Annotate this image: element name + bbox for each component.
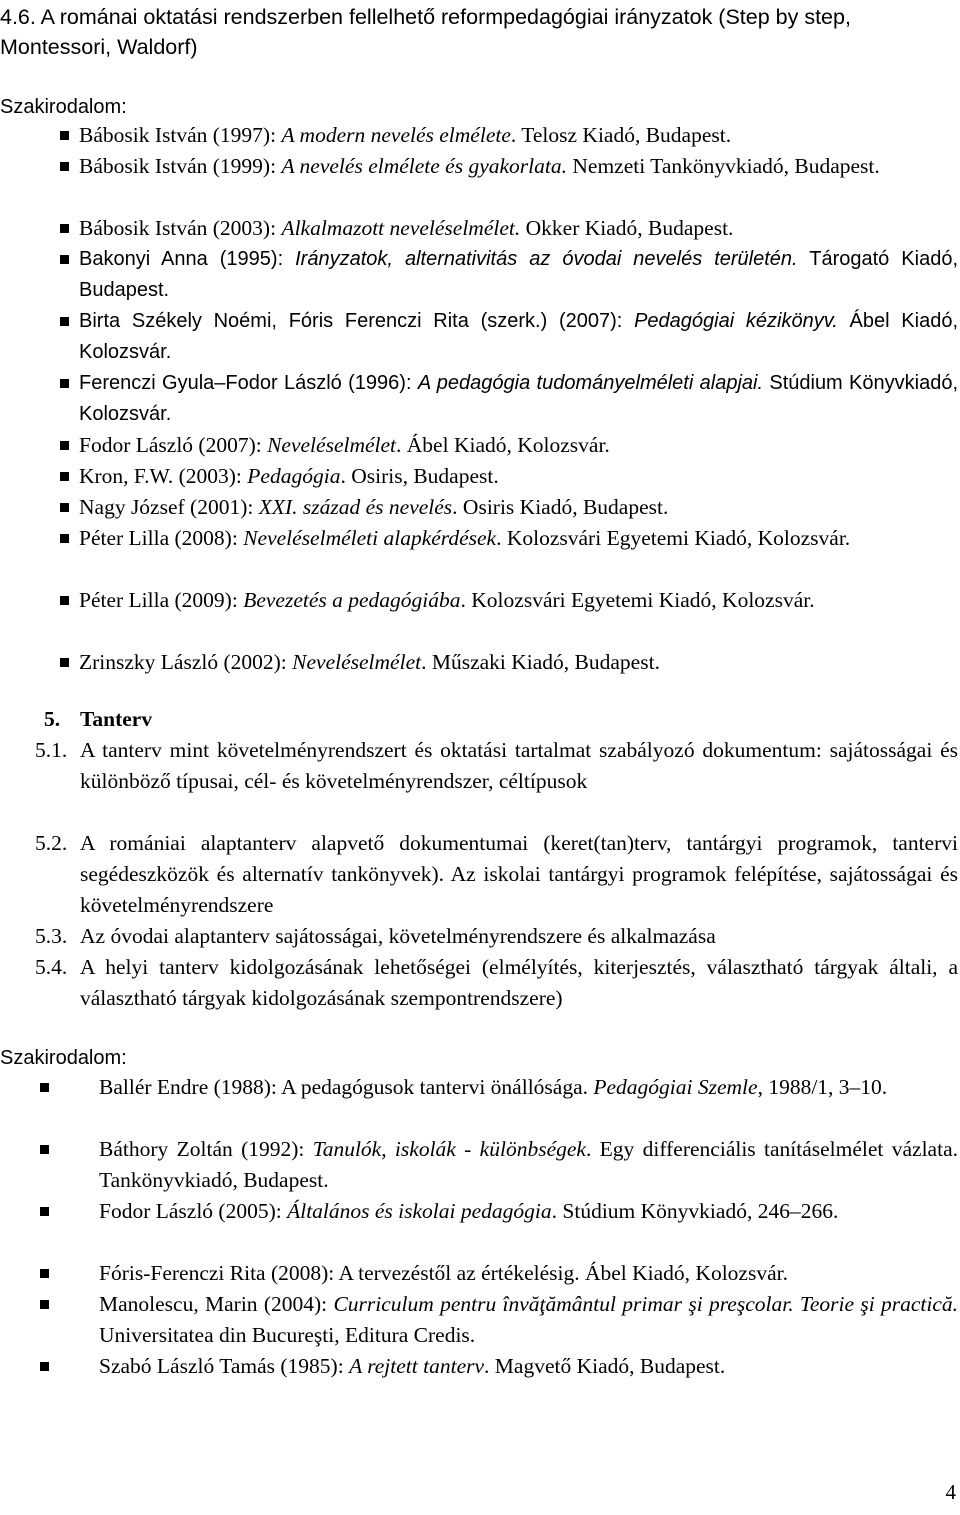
bib-entry <box>99 1196 958 1227</box>
topic-item <box>35 952 958 1014</box>
bib-title: Neveléselméleti alapkérdések <box>243 526 497 550</box>
bullet-icon <box>60 596 69 605</box>
section-number: 5. <box>44 707 61 731</box>
bib-author: Fóris-Ferenczi Rita (2008): A tervezéstől az értékelésig. Ábel Kiadó, Kolozsvár. <box>99 1261 788 1285</box>
bullet-icon <box>40 1269 49 1278</box>
bib-author: Manolescu, Marin (2004): <box>99 1292 334 1316</box>
bib-publisher: . Magvető Kiadó, Budapest. <box>484 1354 726 1378</box>
bib-title: Általános és iskolai pedagógia <box>287 1199 552 1223</box>
bib-author: Nagy József (2001): <box>79 495 259 519</box>
bib-publisher: . Kolozsvári Egyetemi Kiadó, Kolozsvár. <box>460 588 815 612</box>
bib-publisher: Ábel Kiadó, Kolozsvár. <box>79 310 959 363</box>
literature-label: Szakirodalom: <box>0 1047 127 1069</box>
bib-entry <box>79 647 958 678</box>
bib-title: Bevezetés a pedagógiába <box>243 588 461 612</box>
bullet-icon <box>40 1145 49 1154</box>
bib-author: Fodor László (2005): <box>99 1199 288 1223</box>
bullet-icon <box>60 255 69 264</box>
bib-author: Bábosik István (1999): <box>79 154 282 178</box>
bib-title: Pedagógiai kézikönyv. <box>634 310 838 332</box>
bib-title: Alkalmazott neveléselmélet. <box>281 216 521 240</box>
bullet-icon <box>40 1207 49 1216</box>
topic-item <box>35 828 958 921</box>
bib-title: XXI. század és nevelés <box>258 495 453 519</box>
bib-entry <box>79 151 958 182</box>
bib-publisher: . Ábel Kiadó, Kolozsvár. <box>396 433 610 457</box>
bib-author: Báthory Zoltán (1992): <box>99 1137 313 1161</box>
topic-text: A romániai alaptanterv alapvető dokumentumai (keret(tan)terv, tantárgyi programok, tantervi segédeszközök és alternatív tankönyvek). Az iskolai tantárgyi programok felépítése, sajátosságai és követelményrendszere <box>80 831 958 917</box>
bullet-icon <box>60 379 69 388</box>
page-number: 4 <box>945 1480 956 1504</box>
bib-author: Bábosik István (2003): <box>79 216 282 240</box>
bullet-icon <box>60 503 69 512</box>
topic-number: 5.2. <box>35 831 68 855</box>
bullet-icon <box>60 131 69 140</box>
bib-title: Neveléselmélet <box>292 650 422 674</box>
bib-entry <box>79 523 958 554</box>
bib-title: Pedagógiai Szemle <box>593 1075 758 1099</box>
bullet-icon <box>60 317 69 326</box>
bib-entry <box>99 1072 958 1103</box>
bullet-icon <box>60 224 69 233</box>
literature-label: Szakirodalom: <box>0 96 127 118</box>
bullet-icon <box>60 658 69 667</box>
section-heading: 4.6. A románai oktatási rendszerben fellelhető reformpedagógiai irányzatok (Step by step, Montessori, Waldorf) <box>0 5 851 59</box>
bib-author: Bakonyi Anna (1995): <box>79 248 296 270</box>
bullet-icon <box>40 1362 49 1371</box>
bib-publisher: . Telosz Kiadó, Budapest. <box>510 123 732 147</box>
bib-publisher: Okker Kiadó, Budapest. <box>520 216 734 240</box>
topic-number: 5.3. <box>35 924 68 948</box>
bib-entry <box>79 213 958 244</box>
topic-number: 5.4. <box>35 955 68 979</box>
bib-title: Tanulók, iskolák - különbségek <box>312 1137 586 1161</box>
section-title-text: Tanterv <box>80 707 153 731</box>
bib-entry <box>79 492 958 523</box>
topic-item <box>35 921 958 952</box>
bib-publisher: Universitatea din Bucureşti, Editura Credis. <box>99 1323 476 1347</box>
bib-author: Péter Lilla (2009): <box>79 588 244 612</box>
bib-entry <box>79 585 958 616</box>
bib-entry <box>99 1351 958 1382</box>
bib-entry <box>79 368 958 430</box>
bib-author: Péter Lilla (2008): <box>79 526 244 550</box>
bib-author: Kron, F.W. (2003): <box>79 464 248 488</box>
bullet-icon <box>60 534 69 543</box>
bib-title: Irányzatok, alternativitás az óvodai nevelés területén. <box>295 248 798 270</box>
bib-author: Zrinszky László (2002): <box>79 650 293 674</box>
bib-title: A pedagógia tudományelméleti alapjai. <box>417 372 764 394</box>
bib-author: Birta Székely Noémi, Fóris Ferenczi Rita (szerk.) (2007): <box>79 310 635 332</box>
bib-author: Ballér Endre (1988): A pedagógusok tantervi önállósága. <box>99 1075 594 1099</box>
section-title <box>44 704 152 735</box>
bib-publisher: . Műszaki Kiadó, Budapest. <box>421 650 660 674</box>
bib-author: Fodor László (2007): <box>79 433 268 457</box>
bib-publisher: , 1988/1, 3–10. <box>757 1075 888 1099</box>
bib-publisher: . Stúdium Könyvkiadó, 246–266. <box>551 1199 839 1223</box>
bullet-icon <box>40 1083 49 1092</box>
bib-author: Bábosik István (1997): <box>79 123 282 147</box>
bib-entry <box>99 1258 958 1289</box>
bib-entry <box>99 1134 958 1196</box>
topic-number: 5.1. <box>35 738 68 762</box>
bib-title: A modern nevelés elmélete <box>281 123 511 147</box>
bullet-icon <box>60 472 69 481</box>
bib-entry <box>79 244 958 306</box>
bib-title: A rejtett tanterv <box>349 1354 485 1378</box>
bib-entry <box>79 120 958 151</box>
bib-title: Neveléselmélet <box>267 433 397 457</box>
bib-publisher: . Osiris, Budapest. <box>340 464 499 488</box>
bib-publisher: . Egy differenciális tanításelmélet vázlata. Tankönyvkiadó, Budapest. <box>99 1137 958 1192</box>
topic-text: A tanterv mint követelményrendszert és oktatási tartalmat szabályozó dokumentum: sajátosságai és különböző típusai, cél- és követelményrendszer, céltípusok <box>80 738 958 793</box>
topic-text: Az óvodai alaptanterv sajátosságai, követelményrendszere és alkalmazása <box>80 924 716 948</box>
topic-text: A helyi tanterv kidolgozásának lehetőségei (elmélyítés, kiterjesztés, választható tárgyak általi, a választható tárgyak kidolgozásának szempontrendszere) <box>80 955 958 1010</box>
bib-entry <box>79 430 958 461</box>
bib-title: Pedagógia <box>247 464 341 488</box>
bib-title: A nevelés elmélete és gyakorlata. <box>281 154 567 178</box>
bullet-icon <box>60 162 69 171</box>
bib-entry <box>79 306 958 368</box>
bib-publisher: . Osiris Kiadó, Budapest. <box>452 495 669 519</box>
bib-author: Ferenczi Gyula–Fodor László (1996): <box>79 372 418 394</box>
bib-publisher: Stúdium Könyvkiadó, Kolozsvár. <box>79 372 959 425</box>
bib-title: Curriculum pentru învăţământul primar şi preşcolar. Teorie şi practică. <box>333 1292 959 1316</box>
bib-publisher: Tárogató Kiadó, Budapest. <box>79 248 959 301</box>
bib-publisher: Nemzeti Tankönyvkiadó, Budapest. <box>567 154 880 178</box>
bib-entry <box>79 461 958 492</box>
bib-publisher: . Kolozsvári Egyetemi Kiadó, Kolozsvár. <box>496 526 851 550</box>
bib-entry <box>99 1289 958 1351</box>
bullet-icon <box>60 441 69 450</box>
topic-item <box>35 735 958 797</box>
bullet-icon <box>40 1300 49 1309</box>
bib-author: Szabó László Tamás (1985): <box>99 1354 350 1378</box>
